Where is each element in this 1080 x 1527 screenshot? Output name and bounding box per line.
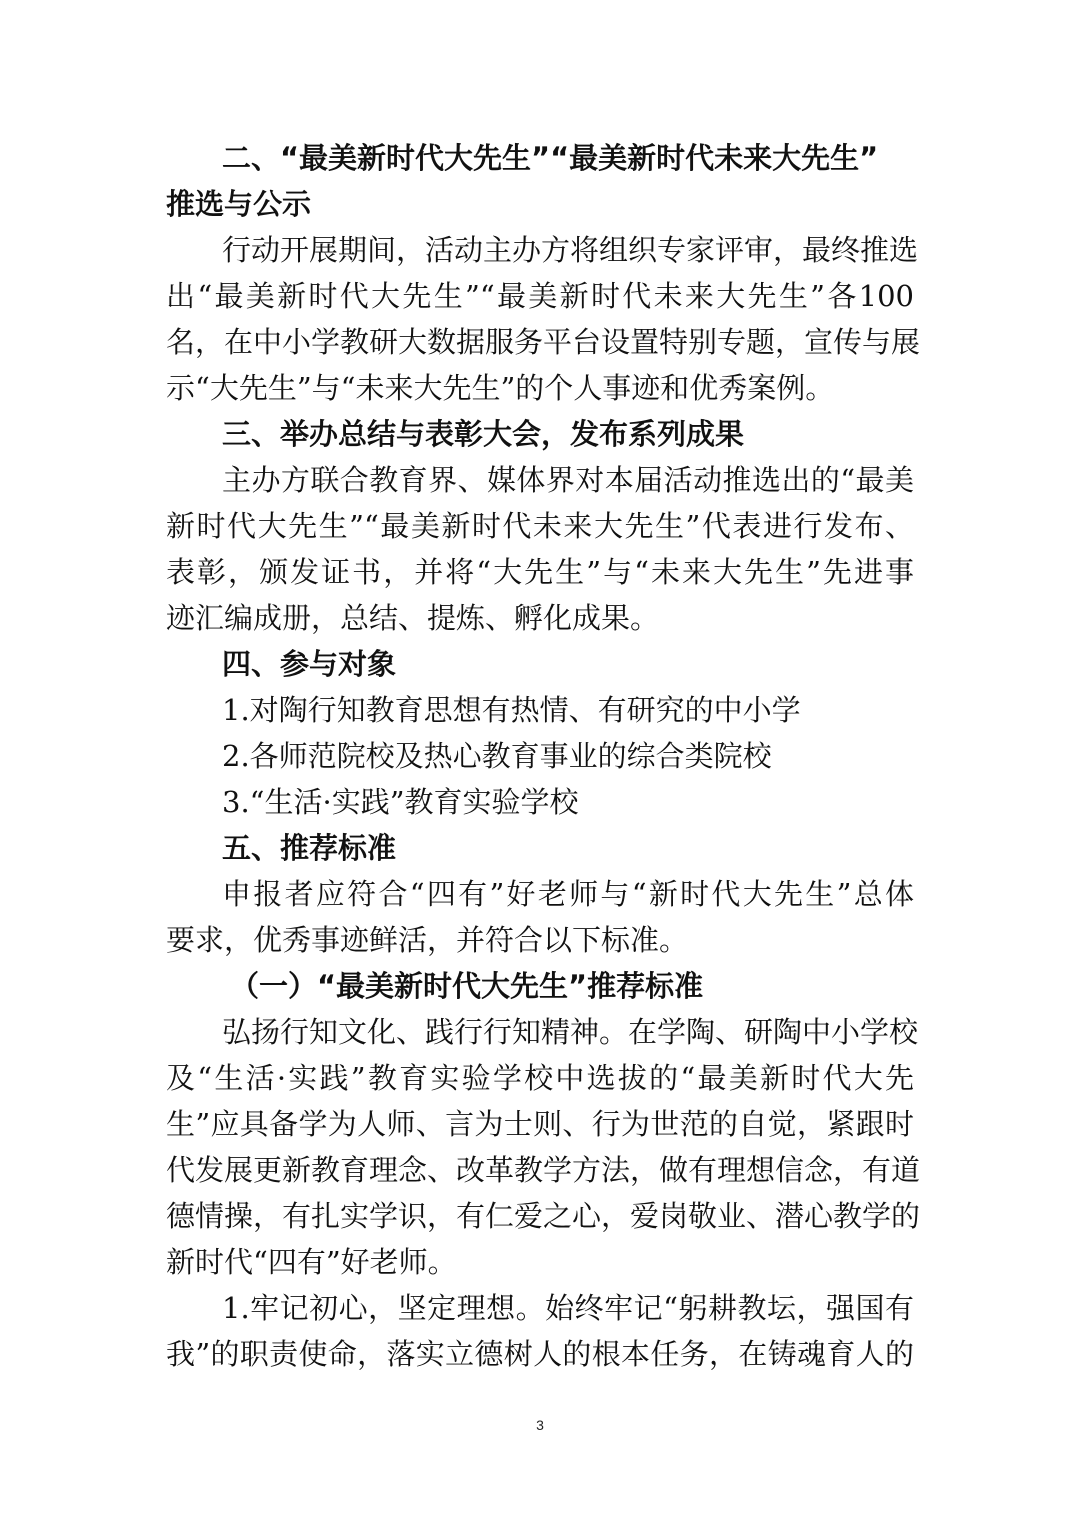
section-3-para-line: 迹汇编成册，总结、提炼、孵化成果。 (166, 601, 660, 635)
sub-section-1-heading: （一）“最美新时代大先生”推荐标准 (230, 969, 704, 1003)
section-5-para-line: 申报者应符合“四有”好老师与“新时代大先生”总体 (222, 877, 914, 911)
section-2-heading-line2: 推选与公示 (166, 187, 312, 221)
section-2-heading-line1: 二、“最美新时代大先生”“最美新时代未来大先生” (222, 141, 879, 175)
participant-item: 1.对陶行知教育思想有热情、有研究的中小学 (222, 693, 801, 727)
sub-section-1-para-line: 及“生活·实践”教育实验学校中选拔的“最美新时代大先 (166, 1061, 914, 1095)
section-3-heading: 三、举办总结与表彰大会，发布系列成果 (222, 417, 745, 451)
sub-section-1-para-line: 新时代“四有”好老师。 (166, 1245, 457, 1279)
standard-item-1-line: 我”的职责使命，落实立德树人的根本任务，在铸魂育人的 (166, 1337, 914, 1371)
section-3-para-line: 主办方联合教育界、媒体界对本届活动推选出的“最美 (222, 463, 914, 497)
page-number: 3 (536, 1417, 544, 1433)
sub-section-1-para-line: 弘扬行知文化、践行行知精神。在学陶、研陶中小学校 (222, 1015, 919, 1049)
sub-section-1-para-line: 代发展更新教育理念、改革教学方法，做有理想信念，有道 (166, 1153, 921, 1187)
section-4-heading: 四、参与对象 (222, 647, 397, 681)
section-3-para-line: 新时代大先生”“最美新时代未来大先生”代表进行发布、 (166, 509, 914, 543)
sub-section-1-para-line: 生”应具备学为人师、言为士则、行为世范的自觉，紧跟时 (166, 1107, 914, 1141)
section-2-para-line: 出“最美新时代大先生”“最美新时代未来大先生”各100 (166, 279, 914, 313)
section-3-para-line: 表彰，颁发证书，并将“大先生”与“未来大先生”先进事 (166, 555, 914, 589)
participant-item: 2.各师范院校及热心教育事业的综合类院校 (222, 739, 772, 773)
section-5-para-line: 要求，优秀事迹鲜活，并符合以下标准。 (166, 923, 689, 957)
section-2-para-line: 示“大先生”与“未来大先生”的个人事迹和优秀案例。 (166, 371, 835, 405)
sub-section-1-para-line: 德情操，有扎实学识，有仁爱之心，爱岗敬业、潜心教学的 (166, 1199, 921, 1233)
section-2-para-line: 名，在中小学教研大数据服务平台设置特别专题，宣传与展 (166, 325, 921, 359)
section-5-heading: 五、推荐标准 (222, 831, 397, 865)
section-2-para-line: 行动开展期间，活动主办方将组织专家评审，最终推选 (222, 233, 919, 267)
standard-item-1-line: 1.牢记初心，坚定理想。始终牢记“躬耕教坛，强国有 (222, 1291, 914, 1325)
participant-item: 3.“生活·实践”教育实验学校 (222, 785, 579, 819)
